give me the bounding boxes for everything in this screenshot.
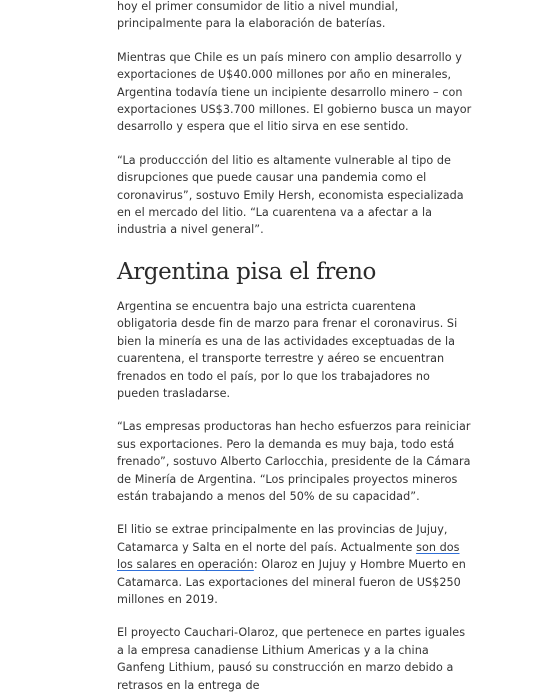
paragraph: Argentina se encuentra bajo una estricta cuarentena obligatoria desde fin de marzo para frenar el coronavirus. Si bien la minería es una de las actividades exceptuadas de la cuarentena, el transporte terrestre y aéreo se encuentran frenados en todo el país, por lo que los trabajadores no pueden trasladarse. bbox=[117, 299, 458, 400]
paragraph bbox=[117, 521, 473, 608]
paragraph-text: : Olaroz en Jujuy y Hombre Muerto en Catamarca. Las exportaciones del mineral fueron de US$250 millones en 2019. bbox=[117, 558, 466, 606]
paragraph: hoy el primer consumidor de litio a nivel mundial, principalmente para la elaboración de baterías. bbox=[117, 0, 399, 31]
salares-link[interactable]: son dos los salares en operación bbox=[117, 540, 460, 572]
paragraph: El proyecto Cauchari-Olaroz, que pertenece en partes iguales a la empresa canadiense Lithium Americas y a la china Ganfeng Lithium, pausó su construcción en marzo debido a retrasos en la entrega de bbox=[117, 626, 466, 692]
scrollbar[interactable] bbox=[556, 0, 560, 560]
quote-paragraph: “Las empresas productoras han hecho esfuerzos para reiniciar sus exportaciones. Pero la demanda es muy baja, todo está frenado”, sostuvo Alberto Carlocchia, presidente de la Cámara de Minería de Argentina. “Los principales proyectos mineros están trabajando a menos del 50% de su capacidad”. bbox=[117, 420, 471, 503]
paragraph: Mientras que Chile es un país minero con amplio desarrollo y exportaciones de U$40.000 millones por año en minerales, Argentina todavía tiene un incipiente desarrollo minero – con exportaciones US$3.700 millones. El gobierno busca un mayor desarrollo y espera que el litio sirva en ese sentido. bbox=[117, 50, 472, 134]
article-body bbox=[117, 0, 473, 694]
section-heading: Argentina pisa el freno bbox=[117, 258, 376, 285]
quote-paragraph: “La produccción del litio es altamente vulnerable al tipo de disrupciones que puede causar una pandemia como el coronavirus”, sostuvo Emily Hersh, economista especializada en el mercado del litio. “La cuarentena va a afectar a la industria a nivel general”. bbox=[117, 153, 464, 237]
paragraph-text: El litio se extrae principalmente en las provincias de Jujuy, Catamarca y Salta en el norte del país. Actualmente bbox=[117, 523, 448, 554]
